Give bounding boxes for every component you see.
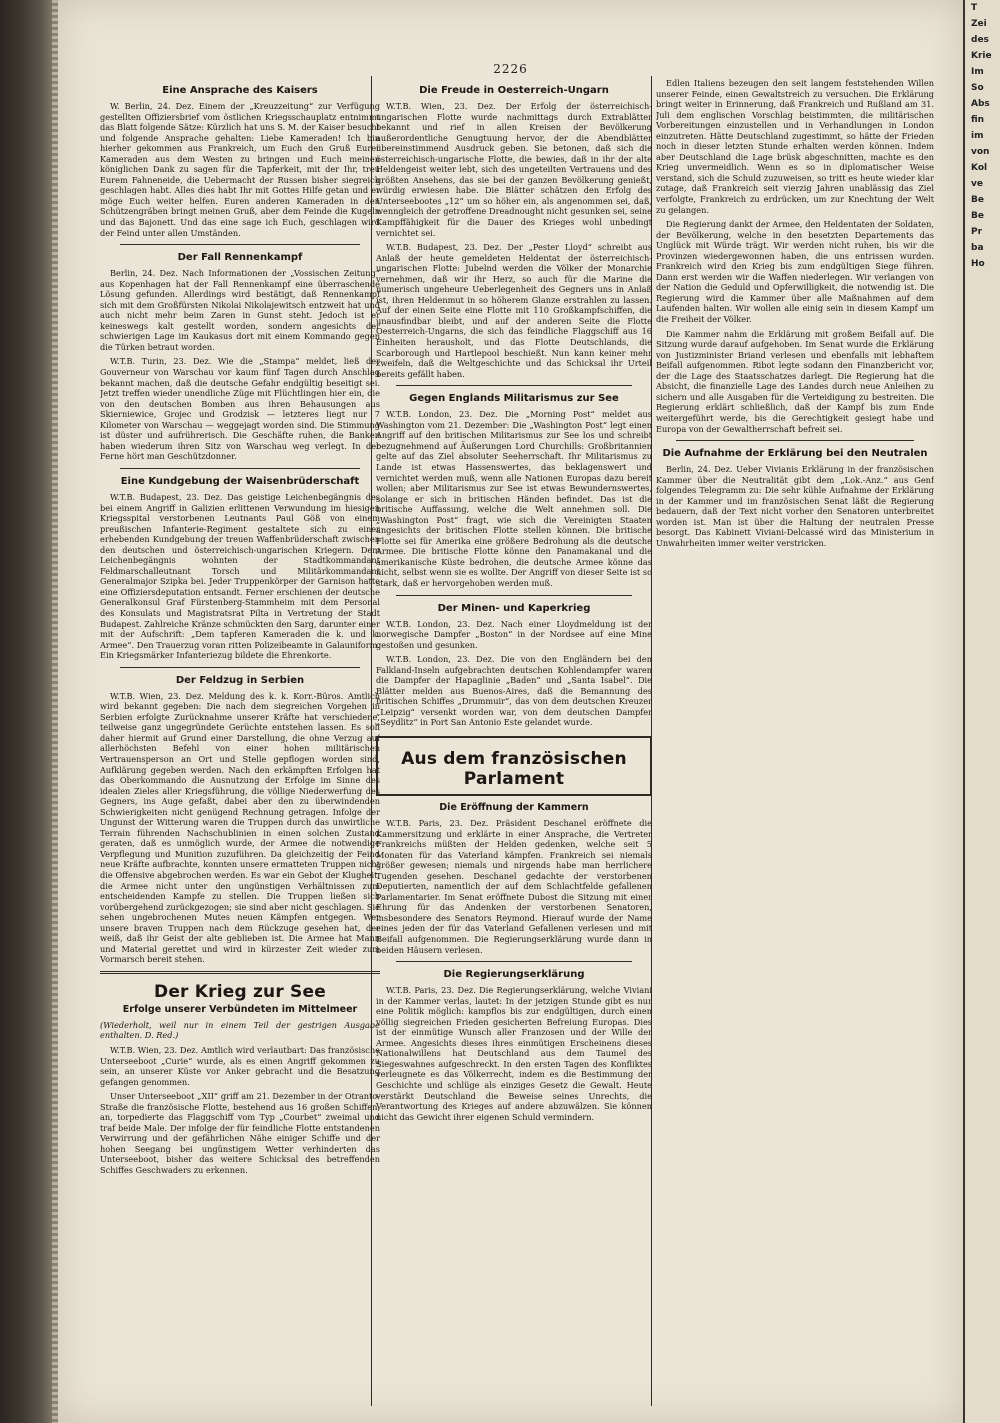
- divider: [676, 440, 914, 441]
- newspaper-page: [58, 0, 963, 1423]
- article-waffenbrueder: [100, 475, 380, 661]
- divider: [120, 244, 360, 245]
- editor-note: (Wiederholt, weil nur in einem Teil der gestrigen Ausgabe enthalten. D. Red.): [100, 1019, 380, 1041]
- article-parlament: [376, 802, 652, 955]
- article-paragraph: Unser Unterseeboot „XII“ griff am 21. Dezember in der Otranto-Straße die französische Flotte, bestehend aus 16 großen Schiffen, an, torpedierte das Flaggschiff vom Typ „Courbet“ zweimal und traf beide Male. Der infolge der für feindliche Flotte entstandenen Verwirrung und der gefährlichen Nähe einiger Schiffe und der hohen Seegang bei ungünstigem Wetter verhinderten das Unterseeboot, bisher das weitere Schicksal des betreffenden Schiffes Geschwaders zu erkennen.: [100, 1091, 380, 1176]
- article-rennenkampf: [100, 251, 380, 462]
- divider: [396, 595, 632, 596]
- article-body: W.T.B. Wien, 23. Dez. Meldung des k. k. Korr.-Büros. Amtlich wird bekannt gegeben: Die nach dem siegreichen Vorgehen in Serbien erfolgte Zurücknahme unserer Kräfte hat verschiedene, teilweise ganz ungegründete Gerüchte entstehen lassen. Es soll daher hiermit auf Grund einer Darstellung, die ohne Verzug auf allerhöchsten Befehl von einer hohen militärischen Vertrauensperson an Ort und Stelle gepflogen worden sind, Aufklärung gegeben werden. Nach den erkämpften Erfolgen hat das Oberkommando die Ausnutzung der Erfolge im Sinne des idealen Zieles aller Kriegsführung, die völlige Niederwerfung des Gegners, ins Auge gefaßt, dabei aber den zu überwindenden Schwierigkeiten nicht genügend Rechnung getragen. Infolge der Ungunst der Witterung waren die Truppen durch das unwirtliche Terrain führenden Nachschublinien in einen solchen Zustand geraten, daß es unmöglich wurde, der Armee die notwendige Verpflegung und Munition zuzuführen. Da gleichzeitig der Feind neue Kräfte aufbrachte, konnten unsere ermatteten Truppen nicht die Offensive abgebrochen werden. Es war ein Gebot der Klugheit, die Armee nicht unter den ungünstigen Verhältnissen zum entscheidenden Kampfe zu stellen. Die Truppen ließen sich vorübergehend zurückgezogen; sie sind aber nicht geschlagen. Sie sehen ungebrochenen Mutes neuen Kämpfen entgegen. Wer unsere braven Truppen nach dem Rückzuge gesehen hat, der weiß, daß ihr Geist der alte geblieben ist. Die Armee hat Mann und Material gerettet und wird in kürzester Zeit wieder zum Vormarsch bereit stehen.: [100, 690, 380, 965]
- article-paragraph: Berlin, 24. Dez. Nach Informationen der „Vossischen Zeitung“ aus Kopenhagen hat der Fall Rennenkampf eine überraschende Lösung gefunden. Allerdings wird bestätigt, daß Rennenkampf sich mit dem Großfürsten Nikolai Nikolajewitsch entzweit hat und auch nicht mehr beim Zaren in Gunst steht. Jedoch ist er keineswegs kalt gestellt worden, sondern angesichts der schwierigen Lage im Kaukasus dort mit einem Kommando gegen die Türken betraut worden.: [100, 268, 380, 352]
- article-body: Berlin, 24. Dez. Ueber Vivianis Erklärung in der französischen Kammer über die Neutralität gibt dem „Lok.-Anz.“ aus Genf folgendes Telegramm zu: Die sehr kühle Aufnahme der Erklärung in der Kammer und im französischen Senat läßt die Regierung bedauern, daß der Text nicht vorher den Senatoren unterbreitet worden ist. Man ist über die Haltung der neutralen Presse besorgt. Das Kabinett Viviani-Delcassé wird das Ministerium in Unwahrheiten immer weiter verstricken.: [656, 464, 934, 548]
- column-3: [656, 78, 934, 1408]
- article-serbien: [100, 674, 380, 965]
- section-krieg-zur-see: [100, 982, 380, 1176]
- article-oesterreich: [376, 84, 652, 379]
- page-number: 2226: [493, 62, 528, 76]
- article-heading: Eine Kundgebung der Waisenbrüderschaft: [120, 475, 360, 487]
- article-paragraph: W.T.B. Wien, 23. Dez. Der Erfolg der österreichisch-ungarischen Flotte wurde nachmittags durch Extrablätter bekannt und rief in allen Kreisen der Bevölkerung außerordentliche Genugtuung hervor, der die Abendblätter übereinstimmend Ausdruck geben. Sie betonen, daß sich die österreichisch-ungarische Flotte, die bewies, daß in ihr der alte Heldengeist weiter lebt, sich des ungeteilten Vertrauens und des größten Ansehens, das sie bei der ganzen Bevölkerung genießt, würdig erwiesen habe. Die Blätter schätzen den Erfolg des Unterseebootes „12“ um so höher ein, als angenommen sei, daß, wenngleich der getroffene Dreadnought nicht gesunken sei, seine Kampffähigkeit für die Dauer des Krieges wohl unbedingt vernichtet sei.: [376, 101, 652, 238]
- article-minen: [376, 602, 652, 728]
- article-heading: Die Aufnahme der Erklärung bei den Neutralen: [662, 448, 928, 460]
- article-heading: Gegen Englands Militarismus zur See: [409, 393, 619, 405]
- article-paragraph: Die Regierung dankt der Armee, den Heldentaten der Soldaten, der Bevölkerung, welche in den besetzten Departements das Unglück mit Würde trägt. Wir werden nicht ruhen, bis wir die Provinzen wiedergewonnen haben, die uns entrissen wurden. Frankreich wird den Krieg bis zum endgültigen Siege führen. Dann erst werden wir die Waffen niederlegen. Wir verlangen von der Nation die Geduld und Opferwilligkeit, die notwendig ist. Die Regierung wird die Kammer über alle Maßnahmen auf dem Laufenden halten. Wir wollen alle einig sein in diesem Kampf um die Freiheit der Völker.: [656, 219, 934, 325]
- article-heading: Eine Ansprache des Kaisers: [162, 85, 318, 96]
- adjacent-page-edge: [963, 0, 1000, 1423]
- article-paragraph: W.T.B. Budapest, 23. Dez. Der „Pester Lloyd“ schreibt aus Anlaß der heute gemeldeten Heldentat der österreichisch-ungarischen Flotte: Jubelnd werden die Völker der Monarchie vernehmen, daß wir ihr Herz, so auch für die Marine die numerisch ungeheure Ueberlegenheit des Gegners uns in Anlaß ist, ihren Heldenmut in so höherem Glanze erstrahlen zu lassen. Auf der einen Seite eine Flotte mit 110 Großkampfschiffen, die unausfindbar bleibt, und auf der anderen Seite die Flotte Oesterreich-Ungarns, die sich das feindliche Flaggschiff aus 16 Einheiten herausholt, und das Flotte Deutschlands, die Scarborough und Hartlepool beschießt. Nun kann keiner mehr zweifeln, daß die Weltgeschichte und das Schicksal ihr Urteil bereits gefällt haben.: [376, 242, 652, 379]
- article-body: W.T.B. Paris, 23. Dez. Die Regierungserklärung, welche Viviani in der Kammer verlas, lautet: In der jetzigen Stunde gibt es nur eine Politik möglich: kampflos bis zur endgültigen, durch einen völlig siegreichen Frieden gesicherten Befreiung Europas. Dies ist der einmütige Wunsch aller Franzosen und der Wille der Armee. Angesichts dieses ihres einmütigen Erscheinens dieses Nationalwillens hat Deutschland aus dem Taumel des Siegeswahnes aufgeschreckt. In den ersten Tagen des Konfliktes verleugnete es das Völkerrecht, indem es die Bestimmung der Geschichte und schlüge als einziges Gesetz die Gewalt. Heute verstärkt Deutschland die Beweise seines Unrechts, die Verantwortung des Krieges auf andere abzuwälzen. Sie können nicht das Gewicht ihrer eigenen Schuld vermindern.: [376, 985, 652, 1122]
- article-regierungserklaerung-cont: [656, 78, 934, 434]
- section-heading: Aus dem französischen Parlament: [401, 748, 627, 789]
- article-body: W.T.B. London, 23. Dez. Die „Morning Post“ meldet aus Washington vom 21. Dezember: Die „Washington Post“ legt einen Angriff auf den britischen Militarismus zur See los und schreibt bezugnehmend auf Äußerungen Lord Churchills: Großbritannien gelte auf das Ziel absoluter Seeherrschaft. Ihr Militarismus zu Lande ist etwas Hassenswertes, das beklagenswert und vernichtet werden muß, wenn alle Nationen Europas dazu bereit wollen; aber Militarismus zur See ist etwas Bewundernswertes, solange er sich in britischen Händen befindet. Das ist die britische Auffassung, welche die Welt annehmen soll. Die „Washington Post“ fragt, wie sich die Vereinigten Staaten angesichts der britischen Flotte stellen können. Die britische Flotte sei für Amerika eine größere Bedrohung als die deutsche Armee. Die britische Flotte könne den Panamakanal und die amerikanische Küste bedrohen, die deutsche Armee könne das nicht, selbst wenn sie es wollte. Der Angriff von dieser Seite ist so stark, daß er hervorgehoben werden muß.: [376, 409, 652, 588]
- adjacent-page-text: T Zei des Krie Im So Abs fin im von Kol ve Be Be Pr ba Ho: [971, 3, 992, 269]
- divider: [120, 667, 360, 668]
- article-heading: Die Regierungserklärung: [443, 969, 585, 981]
- article-paragraph: W.T.B. London, 23. Dez. Die von den Engländern bei den Falkland-Inseln aufgebrachten deutschen Kohlendampfer waren die Dampfer der Hapaglinie „Baden“ und „Santa Isabel“. Die Blätter melden aus Buenos-Aires, daß die Bemannung des britischen Schiffes „Drummuir“, das von dem deutschen Kreuzer „Leipzig“ versenkt worden war, von dem deutschen Dampfer „Seydlitz“ in Port San Antonio Este gelandet wurde.: [376, 654, 652, 728]
- article-body: W.T.B. Budapest, 23. Dez. Das geistige Leichenbegängnis des bei einem Angriff in Galizien erlittenen Verwundung im hiesigen Kriegsspital verstorbenen Leutnants Paul Göß von einem preußischen Infanterie-Regiment gestaltete sich zu einer erhebenden Kundgebung der treuen Waffenbrüderschaft zwischen den deutschen und österreichisch-ungarischen Kriegern. Dem Leichenbegängnis wohnten der Stadtkommandant Feldmarschalleutnant Torsch und Militärkommandant Generalmajor Szipka bei. Jeder Truppenkörper der Garnison hatte eine Offiziersdeputation entsandt. Ferner erschienen der deutsche Generalkonsul Graf Fürstenberg-Stammheim mit dem Personal des Konsulats und Magistratsrat Pilta in Vertretung der Stadt Budapest. Zahlreiche Kränze schmückten den Sarg, darunter einer mit der Aufschrift: „Dem tapferen Kameraden die k. und k. Armee“. Den Trauerzug voran ritten Polizeibeamte in Galauniform. Ein Kriegsmärker Infanteriezug bildete die Ehrenkorte.: [100, 491, 380, 661]
- article-body: W. Berlin, 24. Dez. Einem der „Kreuzzeitung“ zur Verfügung gestellten Offiziersbrief vom östlichen Kriegsschauplatz entnimmt das Blatt folgende Sätze: Kürzlich hat uns S. M. der Kaiser besucht und folgende Ansprache gehalten: Liebe Kameraden! Ich bin hierher gekommen aus Frankreich, um Euch den Gruß Eurer Kameraden aus dem Westen zu bringen und Euch meinen königlichen Dank zu sagen für die Tapferkeit, mit der Ihr, treu Eurem Fahneneide, die Uebermacht der Russen bisher siegreich geschlagen habt. Alles dies habt Ihr mit Gottes Hilfe getan und er möge Euch weiter helfen. Euren anderen Kameraden in den Schützengräben bringt meinen Gruß, aber dem Feinde die Kugeln und das Bajonett. Und das eine sage ich Euch, geschlagen wird der Feind unter allen Umständen.: [100, 101, 380, 238]
- divider: [100, 971, 380, 974]
- article-kaiser: [100, 84, 380, 238]
- article-paragraph: W.T.B. Wien, 23. Dez. Amtlich wird verlautbart: Das französische Unterseeboot „Curie“ wurde, als es einen Angriff gekommen zu sein, an unserer Küste vor Anker gebracht und die Besatzung gefangen genommen.: [100, 1045, 380, 1087]
- article-neutrale: [656, 447, 934, 548]
- article-paragraph: Die Kammer nahm die Erklärung mit großem Beifall auf. Die Sitzung wurde darauf aufgehoben. Im Senat wurde die Erklärung von Justizminister Briand verlesen und ebenfalls mit lebhaftem Beifall aufgenommen. Ribot legte sodann den Finanzbericht vor, der die Lage des Staatsschatzes darlegt. Die Regierung hat die Absicht, die finanzielle Lage des Landes durch neue Anleihen zu sichern und alle Ausgaben für die Verteidigung zu bestreiten. Die Regierung erklärt schließlich, daß der Kampf bis zum Ende weitergeführt werde, bis die Gerechtigkeit gesiegt habe und Europa von der Gewaltherrschaft befreit sei.: [656, 328, 934, 434]
- section-subheading: Die Eröffnung der Kammern: [439, 801, 589, 813]
- article-heading: Die Freude in Oesterreich-Ungarn: [419, 85, 609, 96]
- section-heading: Der Krieg zur See: [154, 981, 326, 1002]
- column-1: [100, 78, 380, 1408]
- article-regierungserklaerung: [376, 968, 652, 1122]
- parlament-banner: [376, 736, 652, 796]
- article-paragraph: Edlen Italiens bezeugen den seit langem feststehenden Willen unserer Feinde, einen Gewaltstreich zu versuchen. Die Erklärung bringt weiter in Erinnerung, daß Frankreich und Rußland am 31. Juli dem englischen Vorschlag beistimmten, die militärischen Vorbereitungen einzustellen und in Verhandlungen in London einzutreten. Hätte Deutschland zugestimmt, so hätte der Frieden noch in dieser letzten Stunde erhalten werden können. Indem aber Deutschland die Lage brüsk abgeschnitten, machte es den Krieg unvermeidlich. Wenn es so in diplomatischer Weise verstand, sich die Schuld zuzuweisen, so tritt es heute wieder klar zutage, daß Frankreich seit vierzig Jahren unablässig das Ziel verfolgte, Frankreich zu erdrücken, um zur Knechtung der Welt zu gelangen.: [656, 78, 934, 215]
- divider: [396, 961, 632, 962]
- article-paragraph: W.T.B. Turin, 23. Dez. Wie die „Stampa“ meldet, ließ der Gouverneur von Warschau vor kaum fünf Tagen durch Anschlag bekannt machen, daß die deutsche Gefahr endgültig beseitigt sei. Jetzt treffen wieder unendliche Züge mit Flüchtlingen hier ein, die von den deutschen Bomben aus ihren Behausungen aus Skierniewice, Grojec und Grodzisk — letzteres liegt nur 7 Kilometer von Warschau — weggejagt worden sind. Die Stimmung ist düster und aufrührerisch. Die Geschäfte ruhen, die Banken haben wiederum ihren Sitz von Warschau weg verlegt. In der Ferne hört man Geschützdonner.: [100, 356, 380, 462]
- article-militarismus: [376, 392, 652, 588]
- article-body: W.T.B. Paris, 23. Dez. Präsident Deschanel eröffnete die Kammersitzung und erklärte in einer Ansprache, die Vertreter Frankreichs müßten der Helden gedenken, welche seit 5 Monaten für das Vaterland kämpfen. Frankreich sei niemals größer gewesen; niemals und nirgends habe man herrlichere Tugenden gesehen. Deschanel gedachte der verstorbenen Deputierten, namentlich der auf dem Schlachtfelde gefallenen Parlamentarier. Im Senat eröffnete Dubost die Sitzung mit einer Ehrung für das Andenken der verstorbenen Senatoren, insbesondere des Senators Reymond. Hierauf wurde der Name eines jeden der für das Vaterland Gefallenen verlesen und mit Beifall aufgenommen. Die Regierungserklärung wurde dann in beiden Häusern verlesen.: [376, 817, 652, 955]
- column-2: [376, 78, 652, 1408]
- article-heading: Der Feldzug in Serbien: [175, 674, 305, 686]
- divider: [396, 385, 632, 386]
- divider: [120, 468, 360, 469]
- article-heading: Der Fall Rennenkampf: [177, 252, 303, 264]
- article-heading: Der Minen- und Kaperkrieg: [437, 602, 591, 614]
- section-subheading: Erfolge unserer Verbündeten im Mittelmeer: [122, 1003, 358, 1015]
- article-paragraph: W.T.B. London, 23. Dez. Nach einer Lloydmeldung ist der norwegische Dampfer „Boston“ in der Nordsee auf eine Mine gestoßen und gesunken.: [376, 618, 652, 650]
- book-spine: [0, 0, 58, 1423]
